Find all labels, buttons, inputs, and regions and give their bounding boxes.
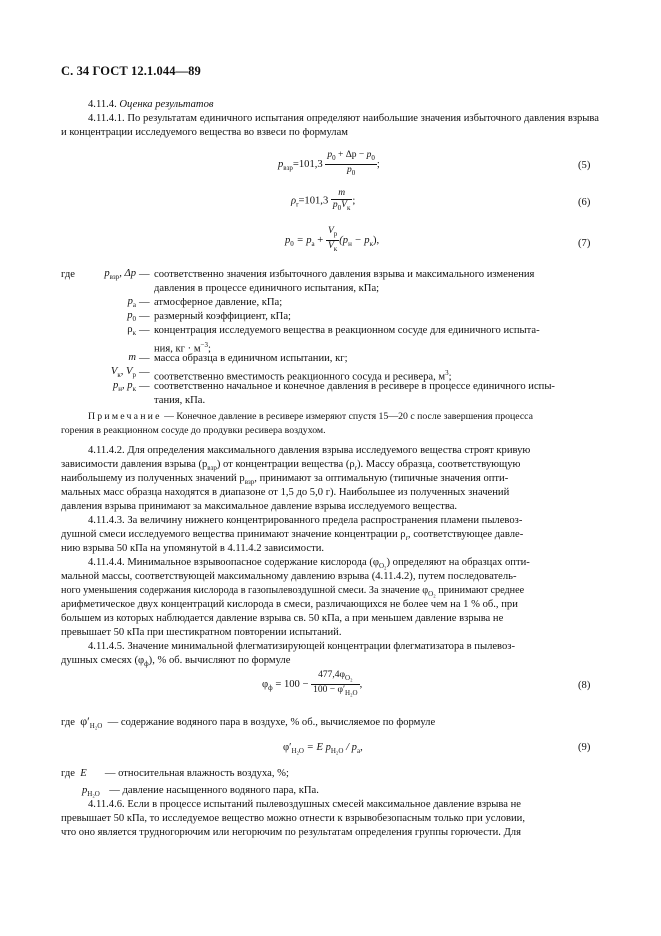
formula-9-number: (9) bbox=[578, 742, 591, 753]
where1-sym-4: m bbox=[128, 352, 136, 363]
formula-8: $\varphi_ф = 100$ − $\frac{477,4\varphi_{O_2}}{100 - \varphi'_{H_2O}}$ , bbox=[262, 670, 363, 697]
p41142-line-5: давления взрыва принимают за максимальное давление взрыва исследуемого вещества. bbox=[61, 501, 458, 512]
note-label: Примечание bbox=[88, 411, 162, 422]
where1-desc-3a: концентрация исследуемого вещества в реакционном сосуде для единичного испыта- bbox=[154, 325, 540, 336]
note-line-1 bbox=[88, 410, 533, 424]
p41143-line-2: душной смеси исследуемого вещества принимают значение концентрации $\rho_r$, соответствующее давле- bbox=[61, 529, 524, 543]
formula-6: $\rho_r=101,3$ $\frac{m}{p_0V_к}$ ; bbox=[291, 188, 356, 212]
p41143-line-3: нию взрыва 50 кПа на упомянутой в 4.11.4.2 зависимости. bbox=[61, 543, 325, 554]
where2-line: где $\varphi'_{H_2O}$ — содержание водяного пара в воздухе, % об., вычисляемое по формуле bbox=[61, 714, 436, 731]
where-label-1: где bbox=[61, 269, 75, 280]
p41142-line-4: мальных масс образца находятся в диапазоне от 1,5 до 5,0 г). Наибольшее из полученных значений bbox=[61, 487, 510, 498]
section-title-text: Оценка результатов bbox=[119, 99, 214, 110]
note-text-1: — Конечное давление в ресивере измеряют спустя 15—20 с после завершения процесса bbox=[164, 411, 533, 422]
where1-dash-2: — bbox=[139, 311, 150, 322]
page-header: С. 34 ГОСТ 12.1.044—89 bbox=[61, 64, 201, 78]
where1-desc-5: соответственно вместимость реакционного сосуда и ресивера, $м^3$; bbox=[154, 369, 452, 383]
formula-7: $p_0 = p_а$ + $\frac{V_р}{V_к}$ $(p_н - p_к)$, bbox=[285, 226, 380, 253]
where1-desc-1: атмосферное давление, кПа; bbox=[154, 297, 283, 308]
where1-desc-6b: тания, кПа. bbox=[154, 395, 206, 406]
where1-dash-3: — bbox=[139, 325, 150, 336]
where1-dash-1: — bbox=[139, 297, 150, 308]
where1-sym-1: $p_а$ bbox=[127, 296, 136, 310]
p41142-line-2: зависимости давления взрыва $(p_{взр})$ от концентрации вещества $(\rho_r)$. Массу образца, соответствующую bbox=[61, 459, 521, 473]
where1-dash-0: — bbox=[139, 269, 150, 280]
section-number: 4.11.4. bbox=[88, 99, 117, 110]
where1-dash-4: — bbox=[139, 353, 150, 364]
p41144-line-3: ного уменьшения содержания кислорода в газопылевоздушной смеси. За значение $\varphi_{O_2}$ принимают среднее bbox=[61, 585, 525, 599]
p41146-line-1: 4.11.4.6. Если в процессе испытаний пылевоздушных смесей максимальное давление взрыва не bbox=[88, 799, 522, 810]
p41145-line-2: душных смесях $(\varphi_ф)$, % об. вычисляют по формуле bbox=[61, 655, 291, 669]
where1-desc-2: размерный коэффициент, кПа; bbox=[154, 311, 291, 322]
where1-sym-6: $p_н$, $p_к$ bbox=[112, 380, 136, 394]
where1-desc-0b: давления в процессе единичного испытания, кПа; bbox=[154, 283, 380, 294]
p41146-line-3: что оно является трудногорючим или негорючим по результатам определения группы горючести. Для bbox=[61, 827, 521, 838]
where1-dash-6: — bbox=[139, 381, 150, 392]
p41144-line-2: мальной массы, соответствующей максимальному давлению взрыва (4.11.4.2), путем последователь- bbox=[61, 571, 517, 582]
p41146-line-2: превышает 50 кПа, то исследуемое вещество можно отнести к взрывобезопасным только при условии, bbox=[61, 813, 525, 824]
formula-5: $p_{взр}=101,3$ $\frac{p_0 + \Delta p - p_0}{p_0}$ ; bbox=[278, 150, 380, 177]
note-line-2: горения в реакционном сосуде до продувки ресивера воздухом. bbox=[61, 425, 326, 436]
p41144-line-5: большем из которых наблюдается давление взрыва св. 50 кПа, а при меньшем давление взрыва не bbox=[61, 613, 504, 624]
formula-5-number: (5) bbox=[578, 160, 591, 171]
where1-sym-5: $V_к$, $V_р$ bbox=[110, 366, 136, 380]
where1-sym-3: $\rho_к$ bbox=[127, 324, 136, 338]
where1-desc-3b: ния, кг · $м^{-3}$; bbox=[154, 341, 211, 355]
p41142-line-1: 4.11.4.2. Для определения максимального давления взрыва исследуемого вещества строят кривую bbox=[88, 445, 531, 456]
where1-desc-6a: соответственно начальное и конечное давления в ресивере в процессе единичного испы- bbox=[154, 381, 555, 392]
where1-sym-2: $p_0$ bbox=[127, 310, 136, 324]
where1-sym-0: $p_{взр}$, Δp bbox=[104, 268, 136, 282]
formula-7-number: (7) bbox=[578, 238, 591, 249]
p41144-line-4: арифметическое двух концентраций кислорода в смеси, различающихся не более чем на 1 % об., при bbox=[61, 599, 518, 610]
where3-row-0: где E — относительная влажность воздуха, %; bbox=[61, 768, 289, 779]
where1-dash-5: — bbox=[139, 367, 150, 378]
where1-desc-4: масса образца в единичном испытании, кг; bbox=[154, 353, 348, 364]
paragraph-4-11-4-1: 4.11.4.1. По результатам единичного испытания определяют наибольшие значения избыточного давления взрыва и концентрации исследуемого вещества во взвеси по формулам bbox=[61, 113, 599, 139]
where3-row-1: $p_{H_2O}$ — давление насыщенного водяного пара, кПа. bbox=[82, 785, 319, 799]
formula-9: $\varphi'_{H_2O} = E$ $p_{H_2O} / p_а$, bbox=[283, 742, 363, 756]
p41142-line-3: наибольшему из полученных значений $p_{взр}$, принимают за оптимальную (типичные значения опти- bbox=[61, 473, 509, 487]
formula-6-number: (6) bbox=[578, 197, 591, 208]
p41143-line-1: 4.11.4.3. За величину нижнего концентрированного предела распространения пламени пылевоз- bbox=[88, 515, 523, 526]
p41145-line-1: 4.11.4.5. Значение минимальной флегматизирующей концентрации флегматизатора в пылевоз- bbox=[88, 641, 515, 652]
p41144-line-1: 4.11.4.4. Минимальное взрывоопасное содержание кислорода $(\varphi_{O_2})$ определяют на образцах опти- bbox=[88, 557, 530, 571]
section-title bbox=[88, 98, 213, 112]
formula-8-number: (8) bbox=[578, 680, 591, 691]
p41144-line-6: превышает 50 кПа при шестикратном повторении испытаний. bbox=[61, 627, 342, 638]
where1-desc-0a: соответственно значения избыточного давления взрыва и максимального изменения bbox=[154, 269, 535, 280]
